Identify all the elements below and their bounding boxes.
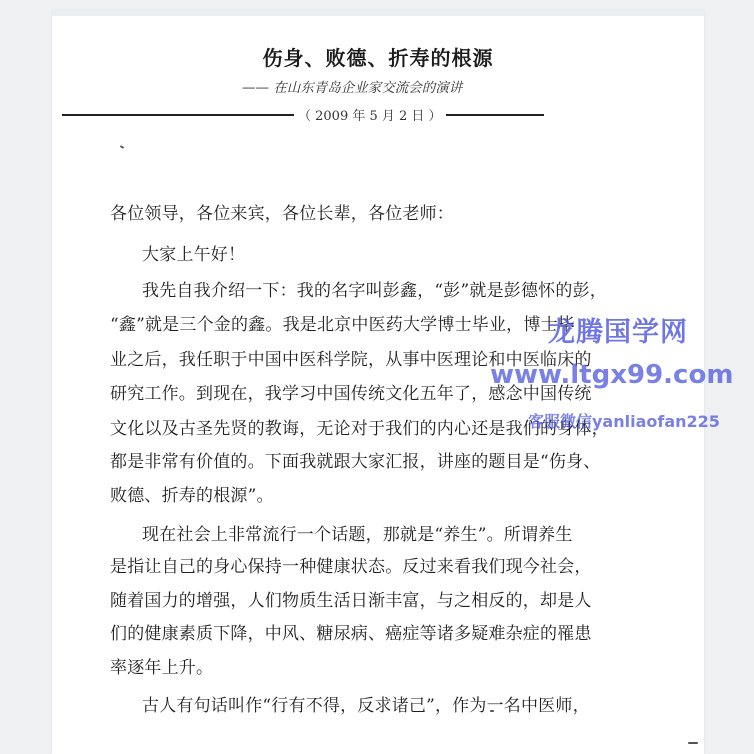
body-line: 各位领导，各位来宾，各位长辈，各位老师： xyxy=(110,204,454,224)
body-line: 都是非常有价值的。下面我就跟大家汇报，讲座的题目是“伤身、 xyxy=(110,452,601,472)
scan-speck xyxy=(120,145,124,149)
body-line: “鑫”就是三个金的鑫。我是北京中医药大学博士毕业，博士毕 xyxy=(110,315,575,335)
scan-speck xyxy=(688,742,698,744)
body-line: 败德、折寿的根源”。 xyxy=(110,486,274,506)
watermark-site-name: 龙腾国学网 xyxy=(548,317,688,348)
document-title: 伤身、败德、折寿的根源 xyxy=(262,46,494,70)
body-line: 古人有句话叫作“行有不得，反求诸己”，作为一名中医师， xyxy=(142,696,590,716)
body-line: 随着国力的增强，人们物质生活日渐丰富，与之相反的，却是人 xyxy=(110,591,592,611)
body-line: 我先自我介绍一下：我的名字叫彭鑫，“彭”就是彭德怀的彭， xyxy=(142,281,607,301)
scan-top-strip xyxy=(52,10,704,16)
body-line: 大家上午好！ xyxy=(142,245,246,265)
watermark-url: www.ltgx99.com xyxy=(490,360,734,390)
document-subtitle: —— 在山东青岛企业家交流会的演讲 xyxy=(242,80,463,96)
body-line: 们的健康素质下降，中风、糖尿病、癌症等诸多疑难杂症的罹患 xyxy=(110,624,592,644)
document-date: （ 2009 年 5 月 2 日 ） xyxy=(294,105,446,124)
document-page xyxy=(52,10,704,754)
body-line: 率逐年上升。 xyxy=(110,658,214,678)
body-line: 文化以及古圣先贤的教诲，无论对于我们的内心还是我们的身体， xyxy=(110,419,609,439)
body-line: 现在社会上非常流行一个话题，那就是“养生”。所谓养生 xyxy=(142,525,573,545)
body-line: 研究工作。到现在，我学习中国传统文化五年了，感念中国传统 xyxy=(110,384,592,404)
body-line: 是指让自己的身心保持一种健康状态。反过来看我们现今社会， xyxy=(110,557,592,577)
body-line: 业之后，我任职于中国中医科学院，从事中医理论和中医临床的 xyxy=(110,350,592,370)
watermark-wechat: 客服微信yanliaofan225 xyxy=(528,412,720,431)
